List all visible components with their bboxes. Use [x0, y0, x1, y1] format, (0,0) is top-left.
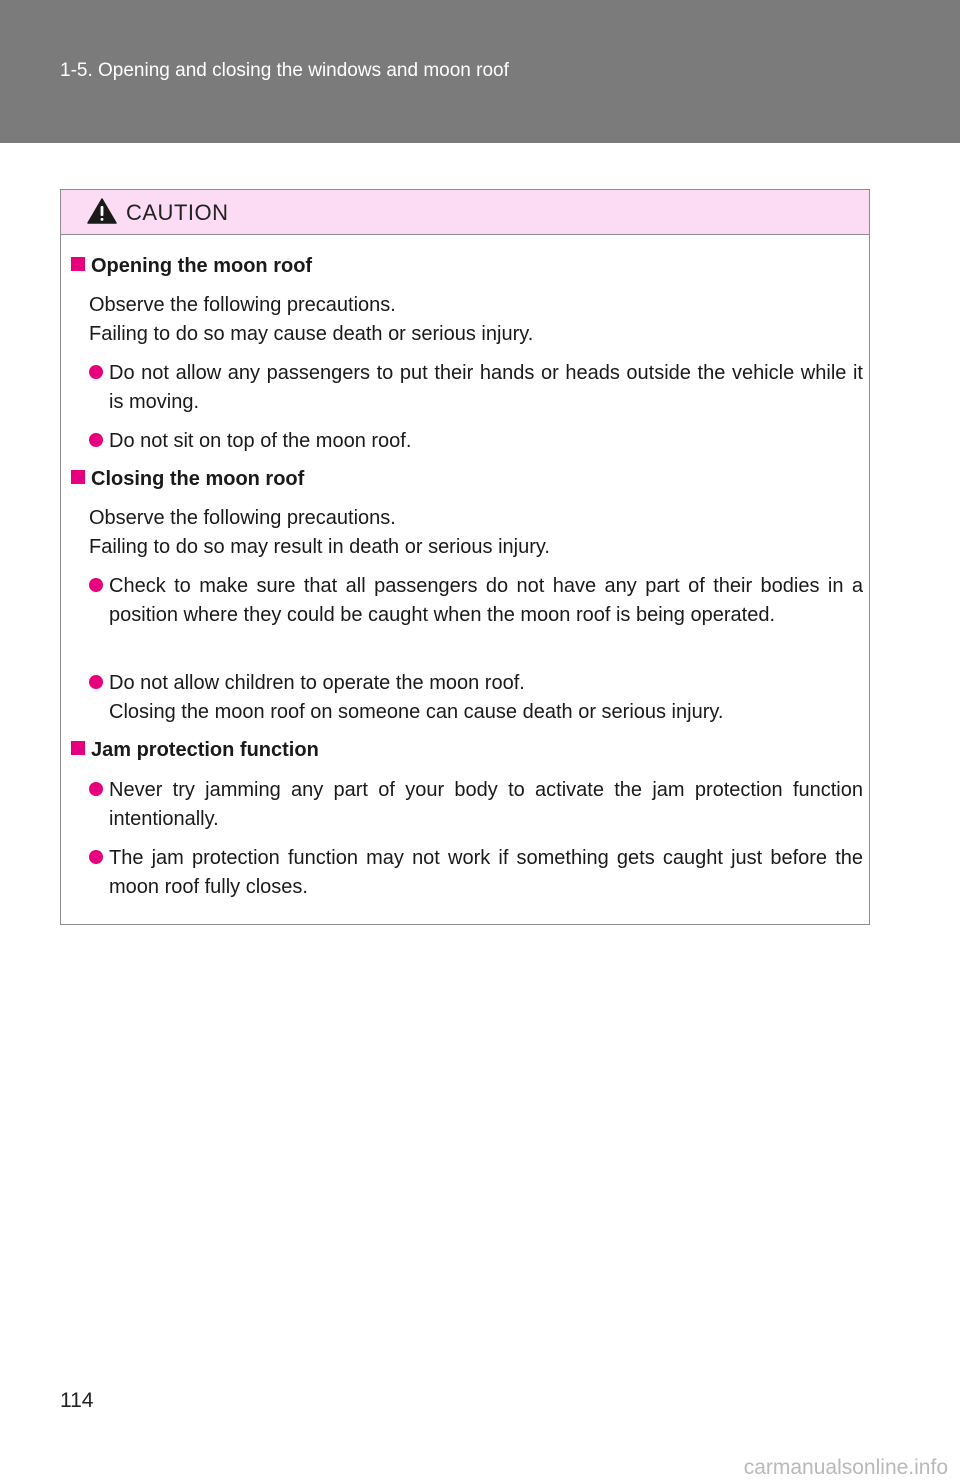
list-item: Do not allow children to operate the moon roof. Closing the moon roof on someone can cause death or serious injury.: [89, 669, 863, 727]
page-number: 114: [60, 1389, 94, 1412]
circle-bullet-icon: [89, 850, 103, 864]
list-item: The jam protection function may not work if something gets caught just before the moon roof fully closes.: [89, 844, 863, 902]
square-bullet-icon: [71, 470, 85, 484]
caution-header: [61, 190, 869, 235]
list-item: Do not sit on top of the moon roof.: [89, 427, 863, 456]
section-heading: Closing the moon roof: [71, 468, 304, 491]
circle-bullet-icon: [89, 782, 103, 796]
page-header: [0, 0, 960, 143]
circle-bullet-icon: [89, 578, 103, 592]
paragraph: Observe the following precautions.: [89, 507, 396, 529]
square-bullet-icon: [71, 257, 85, 271]
circle-bullet-icon: [89, 433, 103, 447]
list-item: Never try jamming any part of your body to activate the jam protection function intentionally.: [89, 776, 863, 834]
section-title: 1-5. Opening and closing the windows and moon roof: [60, 60, 509, 81]
paragraph: Failing to do so may cause death or serious injury.: [89, 323, 534, 345]
warning-triangle-icon: [87, 198, 117, 224]
caution-box: [60, 189, 870, 925]
circle-bullet-icon: [89, 365, 103, 379]
watermark: carmanualsonline.info: [743, 1456, 948, 1479]
square-bullet-icon: [71, 741, 85, 755]
caution-label: CAUTION: [126, 200, 229, 225]
circle-bullet-icon: [89, 675, 103, 689]
list-item: Check to make sure that all passengers do not have any part of their bodies in a position where they could be caught when the moon roof is being operated.: [89, 572, 863, 630]
paragraph: Observe the following precautions.: [89, 294, 396, 316]
list-item: Do not allow any passengers to put their hands or heads outside the vehicle while it is moving.: [89, 359, 863, 417]
section-heading: Jam protection function: [71, 739, 319, 762]
section-heading: Opening the moon roof: [71, 255, 312, 278]
paragraph: Failing to do so may result in death or serious injury.: [89, 536, 550, 558]
